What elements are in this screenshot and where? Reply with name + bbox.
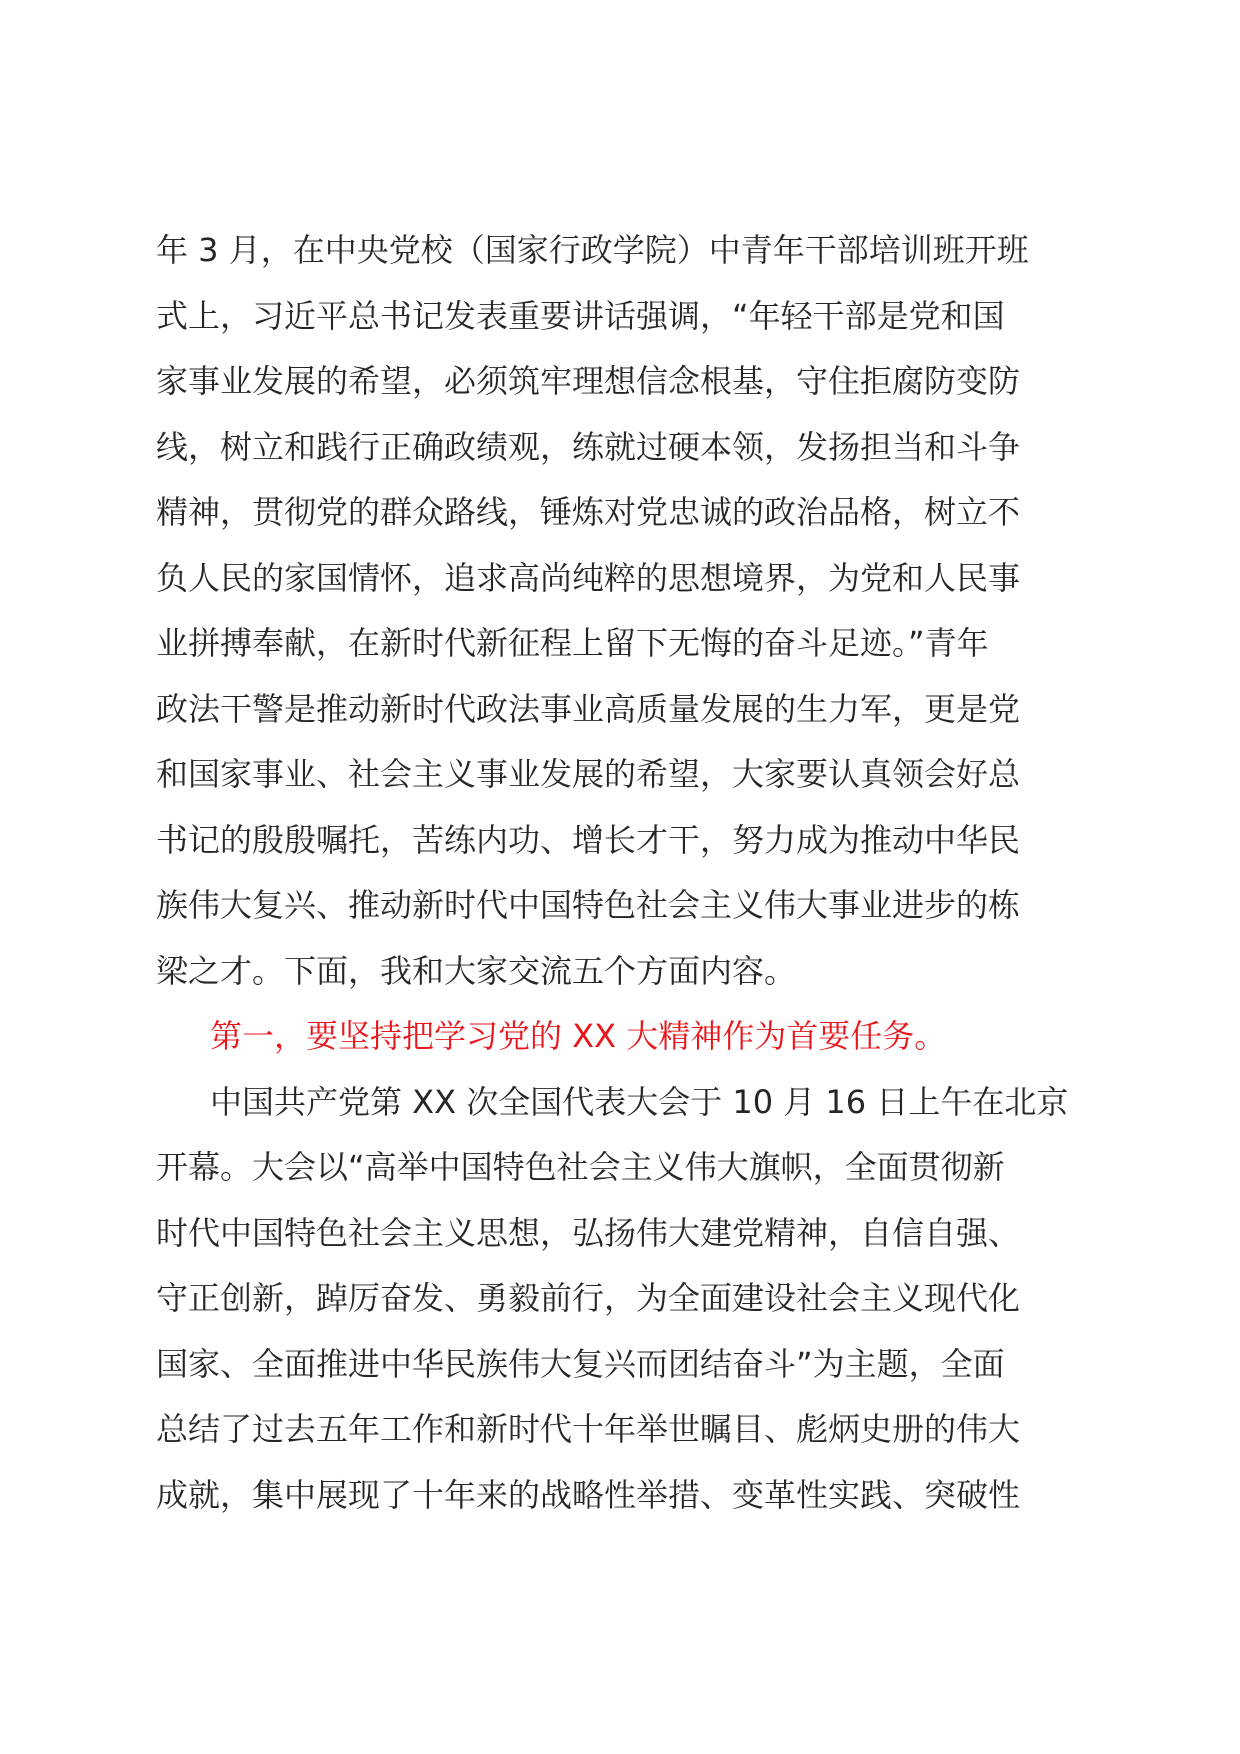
paragraph-speech-quote bbox=[156, 218, 1086, 1004]
text-line: 负人民的家国情怀，追求高尚纯粹的思想境界，为党和人民事 bbox=[156, 558, 1021, 597]
text-line: 中国共产党第 XX 次全国代表大会于 10 月 16 日上午在北京 bbox=[210, 1082, 1069, 1121]
text-line: 书记的殷殷嘱托，苦练内功、增长才干，努力成为推动中华民 bbox=[156, 820, 1021, 859]
text-line: 梁之才。下面，我和大家交流五个方面内容。 bbox=[156, 951, 797, 990]
text-line: 族伟大复兴、推动新时代中国特色社会主义伟大事业进步的栋 bbox=[156, 886, 1021, 924]
text-line: 开幕。大会以“高举中国特色社会主义伟大旗帜，全面贯彻新 bbox=[156, 1148, 1005, 1186]
text-line: 守正创新，踔厉奋发、勇毅前行，为全面建设社会主义现代化 bbox=[156, 1279, 1021, 1317]
text-line: 年 3 月，在中央党校（国家行政学院）中青年干部培训班开班 bbox=[156, 231, 1029, 269]
text-line: 业拼搏奉献，在新时代新征程上留下无悔的奋斗足迹。”青年 bbox=[156, 624, 989, 662]
text-line: 家事业发展的希望，必须筑牢理想信念根基，守住拒腐防变防 bbox=[156, 362, 1021, 400]
section-heading-first: 第一，要坚持把学习党的 XX 大精神作为首要任务。 bbox=[210, 1017, 947, 1055]
document-body bbox=[156, 218, 1086, 1528]
text-line: 式上，习近平总书记发表重要讲话强调，“年轻干部是党和国 bbox=[156, 296, 1005, 335]
text-line: 总结了过去五年工作和新时代十年举世瞩目、彪炳史册的伟大 bbox=[156, 1410, 1021, 1448]
text-line: 精神，贯彻党的群众路线，锤炼对党忠诚的政治品格，树立不 bbox=[156, 493, 1021, 531]
text-line: 线，树立和践行正确政绩观，练就过硬本领，发扬担当和斗争 bbox=[156, 427, 1021, 466]
paragraph-congress-summary bbox=[156, 1070, 1086, 1529]
text-line: 政法干警是推动新时代政法事业高质量发展的生力军，更是党 bbox=[156, 689, 1021, 728]
text-line: 和国家事业、社会主义事业发展的希望，大家要认真领会好总 bbox=[156, 755, 1021, 793]
text-line: 时代中国特色社会主义思想，弘扬伟大建党精神，自信自强、 bbox=[156, 1213, 1021, 1252]
text-line: 国家、全面推进中华民族伟大复兴而团结奋斗”为主题，全面 bbox=[156, 1344, 1005, 1383]
text-line: 成就，集中展现了十年来的战略性举措、变革性实践、突破性 bbox=[156, 1475, 1021, 1514]
